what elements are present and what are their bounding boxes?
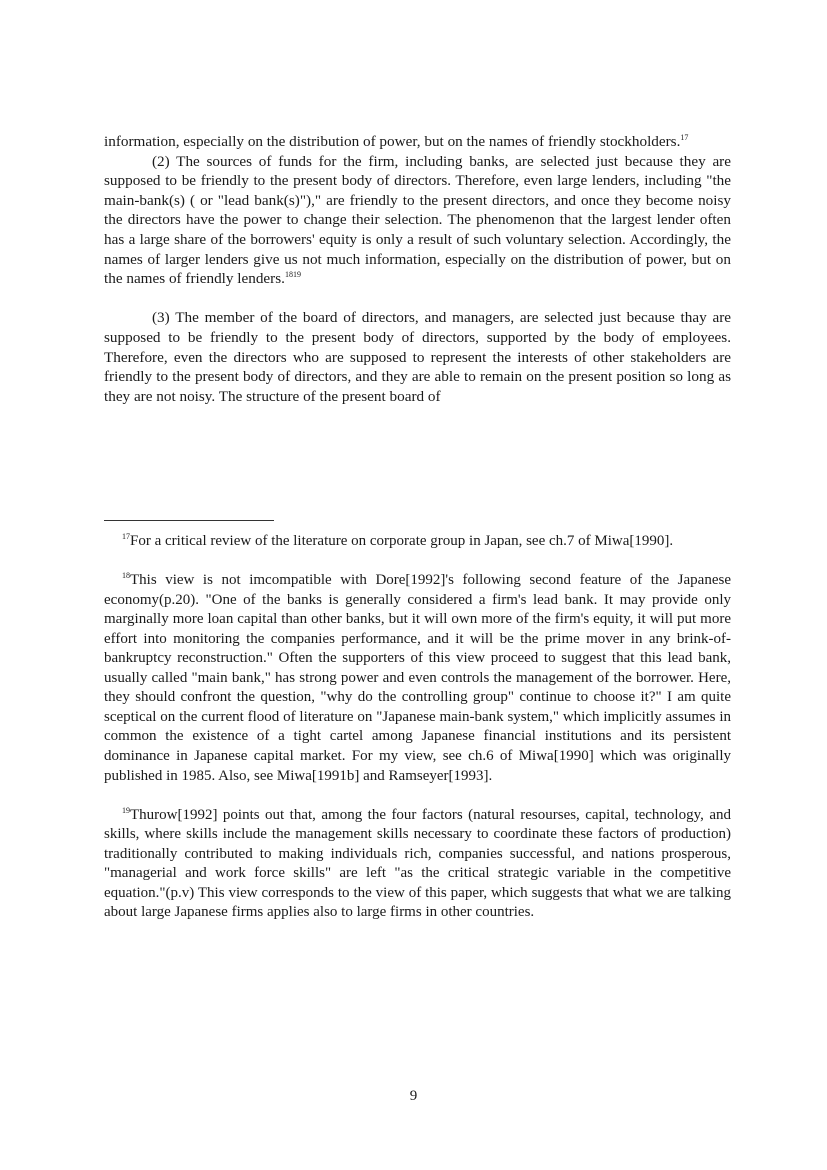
paragraph-text: information, especially on the distribution of power, but on the names of friendly stockholders. xyxy=(104,133,681,150)
footnote-ref: 1819 xyxy=(284,270,301,280)
footnotes xyxy=(104,532,731,942)
footnote-17 xyxy=(104,532,731,552)
footnote-marker: 17 xyxy=(122,532,130,541)
footnote-text: This view is not imcompatible with Dore[1992]'s following second feature of the Japanese economy(p.20). "One of the banks is generally considered a firm's lead bank. It may provide only marginally more loan capital than other banks, but it will own more of the firm's equity, it will put more effort into monitoring the companies performance, and it will be the prime mover in any brink-of-bankruptcy reconstruction." Often the supporters of this view proceed to suggest that this lead bank, usually called "main bank," has strong power and even controls the management of the borrower. Here, they should confront the question, "why do the controlling group" continue to choose it?" I am quite sceptical on the current flood of literature on "Japanese main-bank system," which implicitly assumes in common the existence of a tight cartel among Japanese financial institutions and its persistent dominance in Japanese capital market. For my view, see ch.6 of Miwa[1990] which was originally published in 1985. Also, see Miwa[1991b] and Ramseyer[1993]. xyxy=(104,572,731,784)
footnote-divider xyxy=(104,520,274,521)
footnote-text: For a critical review of the literature on corporate group in Japan, see ch.7 of Miwa[1990]. xyxy=(130,533,674,549)
page-number: 9 xyxy=(409,1088,418,1104)
footnote-marker: 18 xyxy=(122,571,130,581)
paragraph-text: (3) The member of the board of directors, and managers, are selected just because thay are supposed to be friendly to the present body of directors, supported by the body of employees. Therefore, even the directors who are supposed to represent the interests of other stakeholders are friendly to the present body of directors, and they are able to remain on the present position so long as they are not noisy. The structure of the present board of xyxy=(104,309,731,405)
footnote-ref: 17 xyxy=(680,132,689,142)
paragraph-sources-of-funds xyxy=(104,152,731,289)
footnote-text: Thurow[1992] points out that, among the four factors (natural resourses, capital, technology, and skills, where skills include the management skills necessary to coordinate these factors of production) traditionally contributed to making individuals rich, companies successful, and nations prosperous, "managerial and work force skills" are left "as the critical strategic variable in the competitive equation."(p.v) This view corresponds to the view of this paper, which suggests that what we are talking about large Japanese firms applies also to large firms in other countries. xyxy=(104,806,731,921)
footnote-marker: 19 xyxy=(122,805,130,815)
footnote-18 xyxy=(104,571,731,786)
main-text xyxy=(104,132,731,406)
paragraph-text: (2) The sources of funds for the firm, including banks, are selected just because they are supposed to be friendly to the present body of directors. Therefore, even large lenders, including "the main-bank(s) ( or "lead bank(s)")," are friendly to the present directors, and once they become noisy the directors have the power to change their selection. The phenomenon that the largest lender often has a large share of the borrowers' equity is only a result of such voluntary selection. Accordingly, the names of larger lenders give us not much information, especially on the distribution of power, but on the names of friendly lenders. xyxy=(104,152,731,288)
paragraph-board-of-directors xyxy=(104,308,731,406)
paragraph-continuation xyxy=(104,132,731,152)
footnote-19 xyxy=(104,806,731,923)
